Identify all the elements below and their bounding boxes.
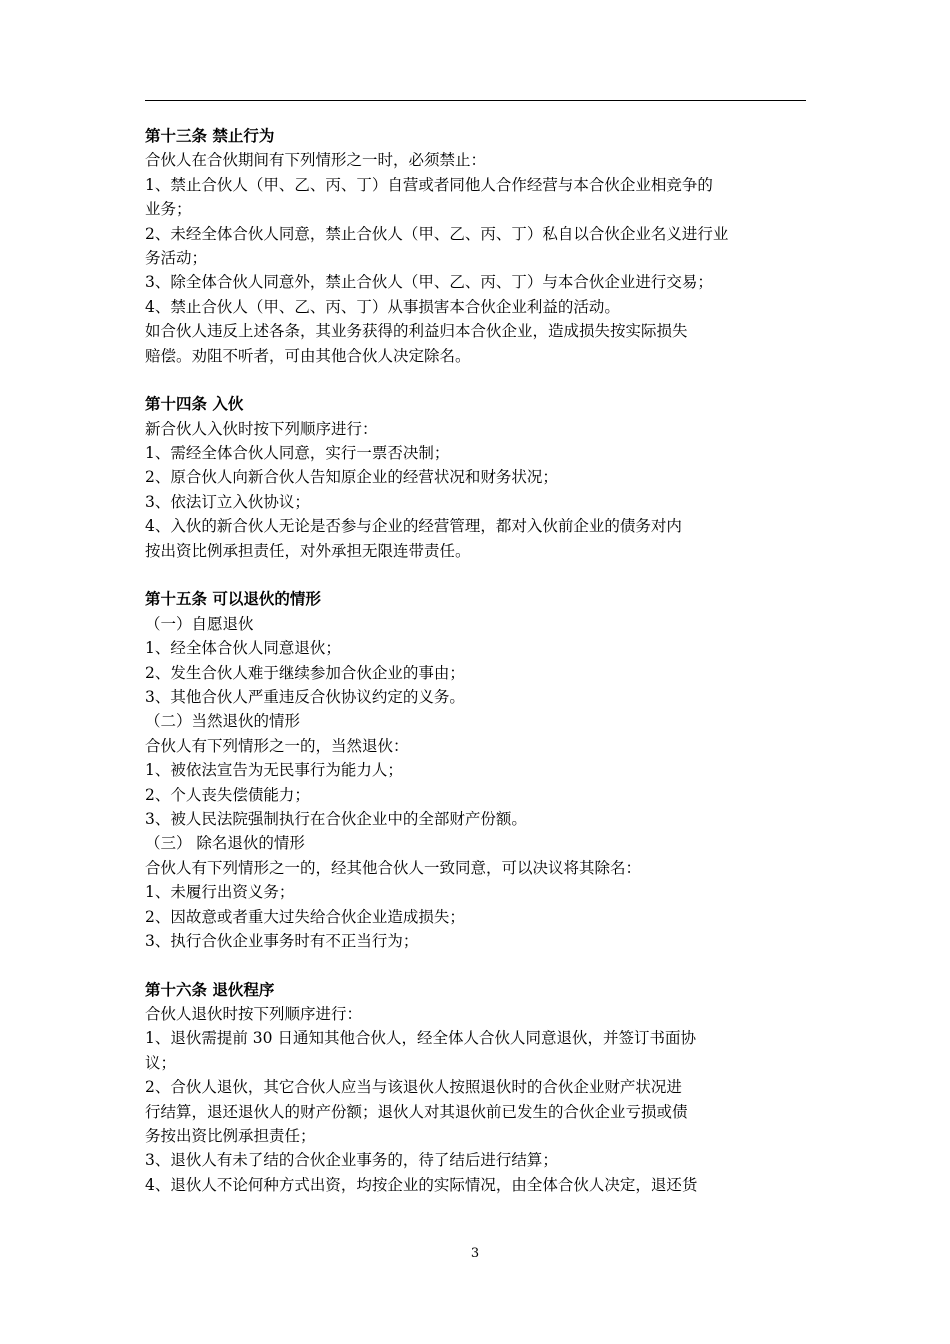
text-line: 3、其他合伙人严重违反合伙协议约定的义务。 <box>145 687 465 706</box>
text-line: 3、被人民法院强制执行在合伙企业中的全部财产份额。 <box>145 809 527 828</box>
section-heading: 第十三条 禁止行为 <box>145 127 275 145</box>
text-line: 2、原合伙人向新合伙人告知原企业的经营状况和财务状况； <box>145 468 558 487</box>
text-line: 如合伙人违反上述各条，其业务获得的利益归本合伙企业，造成损失按实际损失 <box>145 322 688 341</box>
text-line: 4、退伙人不论何种方式出资，均按企业的实际情况，由全体合伙人决定，退还货 <box>145 1175 698 1194</box>
text-line: 合伙人在合伙期间有下列情形之一时，必须禁止： <box>145 151 487 170</box>
text-line: 1、退伙需提前 30 日通知其他合伙人，经全体人合伙人同意退伙，并签订书面协 <box>145 1029 696 1048</box>
text-line: 务活动； <box>145 248 208 267</box>
document-body <box>145 124 808 1197</box>
header-rule <box>145 100 806 101</box>
text-line: 按出资比例承担责任，对外承担无限连带责任。 <box>145 541 471 560</box>
text-line: 合伙人有下列情形之一的，当然退伙： <box>145 736 409 755</box>
section-spacer <box>145 563 808 587</box>
text-line: 2、发生合伙人难于继续参加合伙企业的事由； <box>145 663 465 682</box>
text-line: （二）当然退伙的情形 <box>145 712 301 731</box>
text-line: 2、合伙人退伙，其它合伙人应当与该退伙人按照退伙时的合伙企业财产状况进 <box>145 1078 682 1097</box>
section-heading: 第十五条 可以退伙的情形 <box>145 590 321 609</box>
text-line: 赔偿。劝阻不听者，可由其他合伙人决定除名。 <box>145 346 471 365</box>
text-line: 行结算，退还退伙人的财产份额；退伙人对其退伙前已发生的合伙企业亏损或债 <box>145 1102 688 1121</box>
section-15 <box>145 587 808 953</box>
text-line: 3、依法订立入伙协议； <box>145 492 310 511</box>
text-line: 新合伙人入伙时按下列顺序进行： <box>145 419 378 438</box>
text-line: 1、未履行出资义务； <box>145 883 295 902</box>
section-13 <box>145 124 808 368</box>
text-line: 业务； <box>145 200 192 219</box>
text-line: 1、需经全体合伙人同意，实行一票否决制； <box>145 444 450 463</box>
text-line: 3、执行合伙企业事务时有不正当行为； <box>145 931 419 950</box>
text-line: 合伙人退伙时按下列顺序进行： <box>145 1005 363 1024</box>
section-14 <box>145 392 808 563</box>
text-line: （一）自愿退伙 <box>145 614 254 633</box>
section-heading: 第十六条 退伙程序 <box>145 980 275 999</box>
section-spacer <box>145 368 808 392</box>
text-line: 1、经全体合伙人同意退伙； <box>145 639 341 658</box>
text-line: 2、个人丧失偿债能力； <box>145 785 310 804</box>
text-line: 3、退伙人有未了结的合伙企业事务的，待了结后进行结算； <box>145 1151 558 1170</box>
text-line: 议； <box>145 1053 177 1072</box>
text-line: 务按出资比例承担责任； <box>145 1127 316 1146</box>
text-line: （三） 除名退伙的情形 <box>145 834 305 853</box>
text-line: 4、禁止合伙人（甲、乙、丙、丁）从事损害本合伙企业利益的活动。 <box>145 297 620 316</box>
text-line: 2、未经全体合伙人同意，禁止合伙人（甲、乙、丙、丁）私自以合伙企业名义进行业 <box>145 224 729 243</box>
text-line: 4、入伙的新合伙人无论是否参与企业的经营管理，都对入伙前企业的债务对内 <box>145 517 682 536</box>
text-line: 1、被依法宣告为无民事行为能力人； <box>145 761 403 780</box>
text-line: 2、因故意或者重大过失给合伙企业造成损失； <box>145 907 465 926</box>
section-heading: 第十四条 入伙 <box>145 395 244 414</box>
text-line: 1、禁止合伙人（甲、乙、丙、丁）自营或者同他人合作经营与本合伙企业相竞争的 <box>145 175 713 194</box>
page-number: 3 <box>470 1246 480 1261</box>
text-line: 3、除全体合伙人同意外，禁止合伙人（甲、乙、丙、丁）与本合伙企业进行交易； <box>145 273 713 292</box>
section-spacer <box>145 953 808 977</box>
section-16 <box>145 978 808 1198</box>
text-line: 合伙人有下列情形之一的，经其他合伙人一致同意，可以决议将其除名： <box>145 858 642 877</box>
